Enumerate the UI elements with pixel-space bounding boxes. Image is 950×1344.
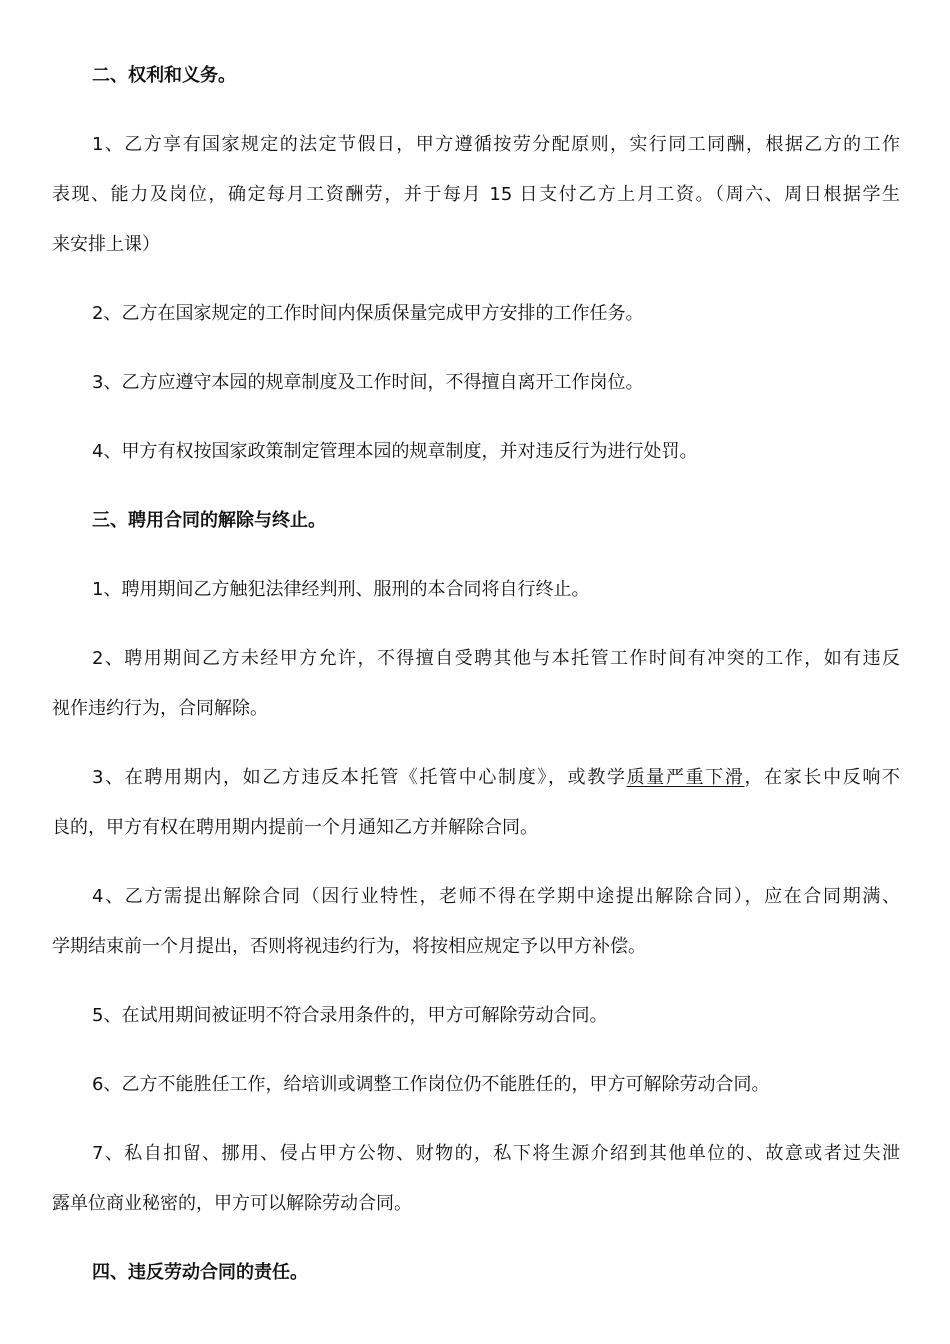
clause-2-2: 2、乙方在国家规定的工作时间内保质保量完成甲方安排的工作任务。 xyxy=(92,303,644,324)
clause-3-6: 6、乙方不能胜任工作，给培训或调整工作岗位仍不能胜任的，甲方可解除劳动合同。 xyxy=(92,1074,770,1095)
clause-2-1-line-2: 表现、能力及岗位，确定每月工资酬劳，并于每月 15 日支付乙方上月工资。（周六、周日根据学生 xyxy=(52,184,900,205)
clause-3-1: 1、聘用期间乙方触犯法律经判刑、服刑的本合同将自行终止。 xyxy=(92,579,590,600)
clause-2-3: 3、乙方应遵守本园的规章制度及工作时间，不得擅自离开工作岗位。 xyxy=(92,372,644,393)
clause-3-5: 5、在试用期间被证明不符合录用条件的，甲方可解除劳动合同。 xyxy=(92,1005,608,1026)
clause-3-4-line-2: 学期结束前一个月提出，否则将视违约行为，将按相应规定予以甲方补偿。 xyxy=(52,936,646,957)
clause-2-4: 4、甲方有权按国家政策制定管理本园的规章制度，并对违反行为进行处罚。 xyxy=(92,441,698,462)
clause-3-3-line-1 xyxy=(92,765,900,791)
clause-3-7-line-2: 露单位商业秘密的，甲方可以解除劳动合同。 xyxy=(52,1193,412,1214)
clause-3-3-underlined-text: 质量严重下滑 xyxy=(626,767,745,788)
clause-2-1-line-1: 1、乙方享有国家规定的法定节假日，甲方遵循按劳分配原则，实行同工同酬，根据乙方的工作 xyxy=(92,134,900,155)
clause-2-1-line-3: 来安排上课） xyxy=(52,234,160,255)
section-heading-termination: 三、聘用合同的解除与终止。 xyxy=(92,510,326,531)
clause-3-3-line-2: 良的，甲方有权在聘用期内提前一个月通知乙方并解除合同。 xyxy=(52,817,538,838)
clause-3-4-line-1: 4、乙方需提出解除合同（因行业特性，老师不得在学期中途提出解除合同），应在合同期满、 xyxy=(92,886,900,907)
section-heading-rights: 二、权利和义务。 xyxy=(92,65,236,86)
clause-3-3-text-a: 3、在聘用期内，如乙方违反本托管《托管中心制度》，或教学 xyxy=(92,767,627,788)
clause-3-2-line-1: 2、聘用期间乙方未经甲方允许，不得擅自受聘其他与本托管工作时间有冲突的工作，如有违反 xyxy=(92,648,900,669)
clause-3-7-line-1: 7、私自扣留、挪用、侵占甲方公物、财物的，私下将生源介绍到其他单位的、故意或者过失泄 xyxy=(92,1143,900,1164)
section-heading-liability: 四、违反劳动合同的责任。 xyxy=(92,1262,308,1283)
clause-3-3-text-b: ，在家长中反响不 xyxy=(744,767,901,788)
clause-3-2-line-2: 视作违约行为，合同解除。 xyxy=(52,698,268,719)
